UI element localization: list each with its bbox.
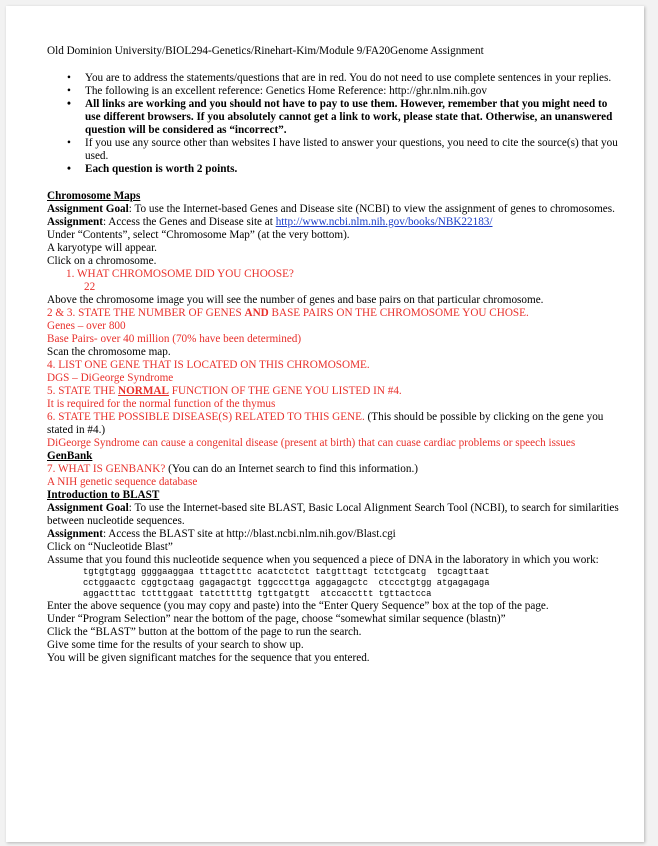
question-6 [47,411,622,437]
question-emphasis: NORMAL [118,385,169,397]
blast-goal [47,502,622,528]
answer-6: DiGeorge Syndrome can cause a congenital disease (present at birth) that can cuase cardiac problems or speech issues [47,437,576,449]
sequence-line: tgtgtgtagg ggggaaggaa tttagctttc acatctctct tatgtttagt tctctgcatg tgcagttaat [83,567,490,577]
answer-2: Genes – over 800 [47,320,126,332]
instruction-step: You will be given significant matches for the sequence that you entered. [47,652,370,664]
assignment-label: Assignment [47,216,103,228]
answer-5: It is required for the normal function of the thymus [47,398,276,410]
instruction-step: Above the chromosome image you will see the number of genes and base pairs on that particular chromosome. [47,294,544,306]
assignment-text: : Access the BLAST site at http://blast.ncbi.nlm.nih.gov/Blast.cgi [102,528,396,540]
instruction-step: Give some time for the results of your search to show up. [47,639,304,651]
instruction-item: • Each question is worth 2 points. [47,163,622,176]
instruction-step: Click on a chromosome. [47,255,157,267]
genes-disease-link[interactable]: http://www.ncbi.nlm.nih.gov/books/NBK22183/ [275,216,493,228]
document-content [47,45,622,665]
question-5 [47,385,622,398]
instruction-item: • The following is an excellent reference: Genetics Home Reference: http://ghr.nlm.nih.gov [47,85,622,98]
document-page [6,6,644,842]
sequence-line: aggactttac tctttggaat tatctttttg tgttgatgtt atccaccttt tgttactcca [83,589,432,599]
question-4: 4. LIST ONE GENE THAT IS LOCATED ON THIS CHROMOSOME. [47,359,370,371]
assignment-text: : Access the Genes and Disease site at [102,216,276,228]
instruction-item: • If you use any source other than websites I have listed to answer your questions, you need to cite the source(s) that you used. [47,137,622,163]
question-note: (This should be possible by clicking on the gene you stated in #4.) [47,411,604,436]
chromosome-assignment [47,216,622,229]
answer-3: Base Pairs- over 40 million (70% have been determined) [47,333,302,345]
instruction-step: Under “Program Selection” near the bottom of the page, choose “somewhat similar sequence (blastn)” [47,613,506,625]
question-text: BASE PAIRS ON THE CHROMOSOME YOU CHOSE. [268,307,529,319]
instructions-list [47,72,622,176]
question-7 [47,463,622,476]
question-emphasis: AND [244,307,269,319]
instruction-step: Assume that you found this nucleotide sequence when you sequenced a piece of DNA in the laboratory in which you work: [47,554,599,566]
instruction-item: • All links are working and you should not have to pay to use them. However, remember that you might need to use different browsers. If you absolutely cannot get a link to work, please state that. Otherwise, an unanswered question will be considered as “incorrect”. [47,98,622,137]
goal-text: : To use the Internet-based Genes and Disease site (NCBI) to view the assignment of genes to chromosomes. [128,203,615,215]
question-note: (You can do an Internet search to find this information.) [165,463,418,475]
goal-label: Assignment Goal [47,203,129,215]
goal-label: Assignment Goal [47,502,129,514]
question-text: 7. WHAT IS GENBANK? [47,463,166,475]
instruction-step: Enter the above sequence (you may copy and paste) into the “Enter Query Sequence” box at the top of the page. [47,600,549,612]
question-text: 5. STATE THE [47,385,118,397]
question-text: 6. STATE THE POSSIBLE DISEASE(S) RELATED TO THIS GENE. [47,411,365,423]
instruction-step: Click on “Nucleotide Blast” [47,541,173,553]
section-heading-genbank: GenBank [47,450,93,462]
blast-assignment [47,528,622,541]
answer-7: A NIH genetic sequence database [47,476,198,488]
instruction-step: Click the “BLAST” button at the bottom of the page to run the search. [47,626,362,638]
question-text: FUNCTION OF THE GENE YOU LISTED IN #4. [168,385,402,397]
chromosome-goal [47,203,622,216]
instruction-step: Under “Contents”, select “Chromosome Map” (at the very bottom). [47,229,350,241]
answer-4: DGS – DiGeorge Syndrome [47,372,174,384]
goal-text: : To use the Internet-based site BLAST, Basic Local Alignment Search Tool (NCBI), to search for similarities between nucleotide sequences. [47,502,619,527]
section-heading-chromosome-maps: Chromosome Maps [47,190,141,202]
question-1: 1. WHAT CHROMOSOME DID YOU CHOOSE? [66,268,294,280]
instruction-step: A karyotype will appear. [47,242,157,254]
sequence-line: cctggaactc cggtgctaag gagagactgt tggcccttga aggagagctc ctccctgtgg atgagagaga [83,578,490,588]
instruction-step: Scan the chromosome map. [47,346,171,358]
question-text: 2 & 3. STATE THE NUMBER OF GENES [47,307,245,319]
instruction-item: • You are to address the statements/questions that are in red. You do not need to use complete sentences in your replies. [47,72,622,85]
answer-1: 22 [84,281,96,293]
question-2-3 [47,307,622,320]
section-heading-blast: Introduction to BLAST [47,489,160,501]
document-header: Old Dominion University/BIOL294-Genetics/Rinehart-Kim/Module 9/FA20Genome Assignment [47,45,484,57]
assignment-label: Assignment [47,528,103,540]
